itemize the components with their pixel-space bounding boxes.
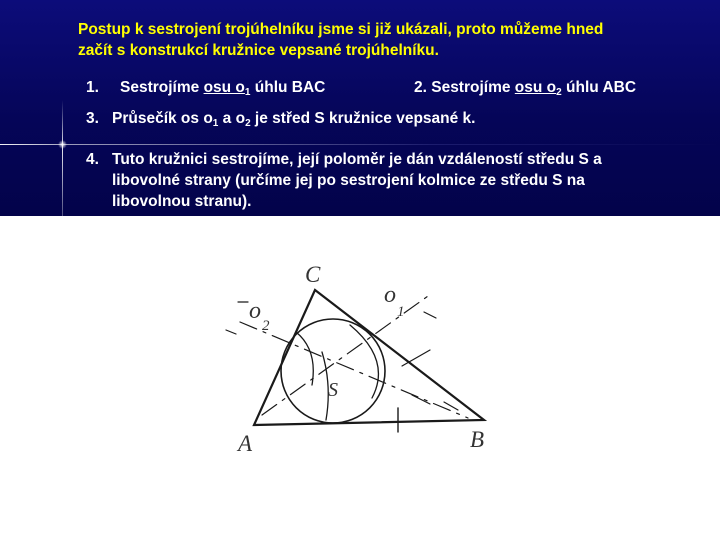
step-4-number: 4. [86, 151, 99, 168]
step-1-text-pre: Sestrojíme [120, 79, 204, 96]
construction-mark-3 [412, 395, 430, 404]
axis-label-o2-letter: o [249, 298, 261, 324]
step-3-text-b: a o [218, 110, 246, 127]
axis-label-o1-index: 1 [397, 304, 405, 320]
construction-mark-5 [226, 330, 236, 334]
decorative-vertical-line [62, 100, 63, 216]
bisector-o2-line [240, 322, 468, 418]
axis-label-o2-index: 2 [262, 318, 270, 334]
step-2-text-post: úhlu ABC [561, 79, 637, 96]
step-4-line-1: Tuto kružnici sestrojíme, její poloměr je dán vzdáleností středu S a [112, 151, 602, 168]
step-4-line-2: libovolné strany (určíme jej po sestrojení kolmice ze středu S na [112, 172, 585, 189]
step-2-axis-index: 2 [556, 87, 562, 98]
decorative-horizontal-line [0, 144, 720, 145]
intro-line-1: Postup k sestrojení trojúhelníku jsme si již ukázali, proto můžeme hned [78, 21, 604, 38]
step-2 [414, 78, 636, 97]
step-3-index-1: 1 [212, 118, 219, 129]
step-2-axis-underlined [515, 79, 562, 96]
step-1-axis-underlined [204, 79, 251, 96]
construction-arc-1 [296, 332, 313, 385]
step-2-text-pre: 2. Sestrojíme [414, 79, 515, 96]
step-1 [120, 78, 325, 97]
intro-line-2: začít s konstrukcí kružnice vepsané trojúhelníku. [78, 42, 439, 59]
step-3-index-2: 2 [245, 118, 251, 129]
construction-mark-7 [424, 312, 436, 318]
inscribed-circle [281, 319, 385, 423]
step-2-axis: osu o [514, 79, 557, 96]
step-3-number: 3. [86, 110, 99, 127]
step-1-number: 1. [86, 79, 99, 96]
step-3-text-c: je střed S kružnice vepsané k. [250, 110, 476, 127]
step-3-text-a: Průsečík os o [112, 110, 213, 127]
step-3 [112, 109, 475, 128]
geometry-figure [0, 216, 720, 540]
step-1-text-post: úhlu BAC [250, 79, 326, 96]
decorative-glow [58, 140, 67, 149]
center-label-s: S [328, 379, 338, 401]
axis-label-o1-letter: o [384, 282, 396, 308]
step-1-axis: osu o [203, 79, 245, 96]
vertex-label-c: C [305, 262, 321, 287]
vertex-label-a: A [238, 431, 253, 456]
construction-mark-2 [402, 350, 430, 366]
text-banner [0, 0, 720, 216]
step-4-line-3: libovolnou stranu). [112, 193, 252, 210]
step-1-axis-index: 1 [244, 87, 251, 98]
vertex-label-b: B [470, 427, 485, 452]
